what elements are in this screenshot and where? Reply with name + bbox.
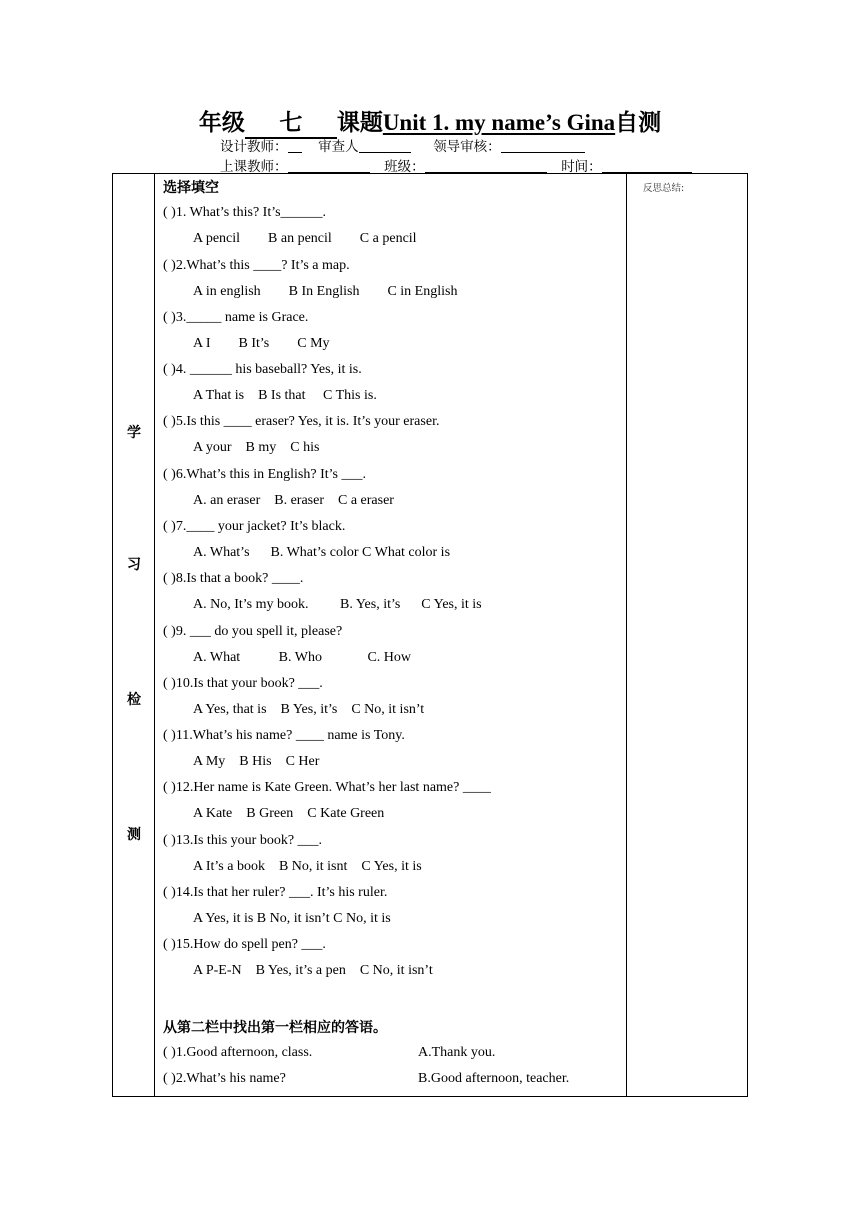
options-14: A Yes, it is B No, it isn’t C No, it is [193,911,391,926]
question-13: ( )13.Is this your book? ___. [163,833,323,848]
options-6: A. an eraser B. eraser C a eraser [193,493,394,508]
options-9: A. What B. Who C. How [193,650,412,665]
header-row-2 [220,155,692,175]
match-answer-2: B.Good afternoon, teacher. [418,1071,570,1086]
grade-label: 年级 [198,110,245,135]
side-label-1: 学 [127,425,141,441]
options-5: A your B my C his [193,440,320,455]
leader-label: 领导审核： [433,139,501,155]
question-1: ( )1. What’s this? It’s______. [163,205,327,220]
designer-field[interactable] [288,138,302,153]
question-11: ( )11.What’s his name? ____ name is Tony. [163,728,405,743]
page-title [0,104,860,139]
designer-label: 设计教师： [220,139,288,155]
match-row-2 [163,1071,570,1087]
question-14: ( )14.Is that her ruler? ___. It’s his ruler. [163,885,388,900]
section1-title: 选择填空 [163,180,219,196]
side-label-column [113,174,155,1096]
options-11: A My B His C Her [193,754,320,769]
question-3: ( )3._____ name is Grace. [163,310,309,325]
class-label: 班级： [384,159,425,175]
time-label: 时间： [561,159,602,175]
leader-field[interactable] [501,138,585,153]
question-5: ( )5.Is this ____ eraser? Yes, it is. It’s your eraser. [163,414,440,429]
section2-title: 从第二栏中找出第一栏相应的答语。 [163,1020,387,1036]
question-2: ( )2.What’s this ____? It’s a map. [163,258,350,273]
worksheet-table [112,173,748,1097]
question-12: ( )12.Her name is Kate Green. What’s her last name? ____ [163,780,491,795]
topic-label: 课题 [336,110,383,135]
question-4: ( )4. ______ his baseball? Yes, it is. [163,362,362,377]
options-8: A. No, It’s my book. B. Yes, it’s C Yes, it is [193,597,482,612]
reviewer-label: 审查人 [318,139,359,155]
teacher-label: 上课教师： [220,159,288,175]
match-row-1 [163,1045,496,1061]
options-4: A That is B Is that C This is. [193,388,377,403]
match-question-1: ( )1.Good afternoon, class. [163,1045,313,1060]
header-row-1 [220,135,585,155]
grade-value: 七 [245,104,337,139]
question-8: ( )8.Is that a book? ____. [163,571,304,586]
options-7: A. What’s B. What’s color C What color is [193,545,451,560]
question-6: ( )6.What’s this in English? It’s ___. [163,467,366,482]
match-question-2: ( )2.What’s his name? [163,1071,286,1086]
options-13: A It’s a book B No, it isnt C Yes, it is [193,859,422,874]
time-field[interactable] [602,158,692,173]
test-label: 自测 [615,110,662,135]
options-2: A in english B In English C in English [193,284,458,299]
options-1: A pencil B an pencil C a pencil [193,231,417,246]
class-field[interactable] [425,158,547,173]
reflection-label: 反思总结: [643,183,685,194]
options-3: A I B It’s C My [193,336,330,351]
reflection-column [626,174,747,1096]
side-label-4: 测 [127,827,141,843]
match-answer-1: A.Thank you. [418,1045,496,1060]
side-label-3: 检 [127,692,141,708]
reviewer-field[interactable] [359,138,411,153]
question-9: ( )9. ___ do you spell it, please? [163,624,343,639]
topic-value: Unit 1. my name’s Gina [382,110,616,135]
options-15: A P-E-N B Yes, it’s a pen C No, it isn’t [193,963,433,978]
question-10: ( )10.Is that your book? ___. [163,676,323,691]
question-7: ( )7.____ your jacket? It’s black. [163,519,346,534]
options-12: A Kate B Green C Kate Green [193,806,385,821]
options-10: A Yes, that is B Yes, it’s C No, it isn’t [193,702,425,717]
side-label-2: 习 [127,557,141,573]
teacher-field[interactable] [288,158,370,173]
question-15: ( )15.How do spell pen? ___. [163,937,326,952]
